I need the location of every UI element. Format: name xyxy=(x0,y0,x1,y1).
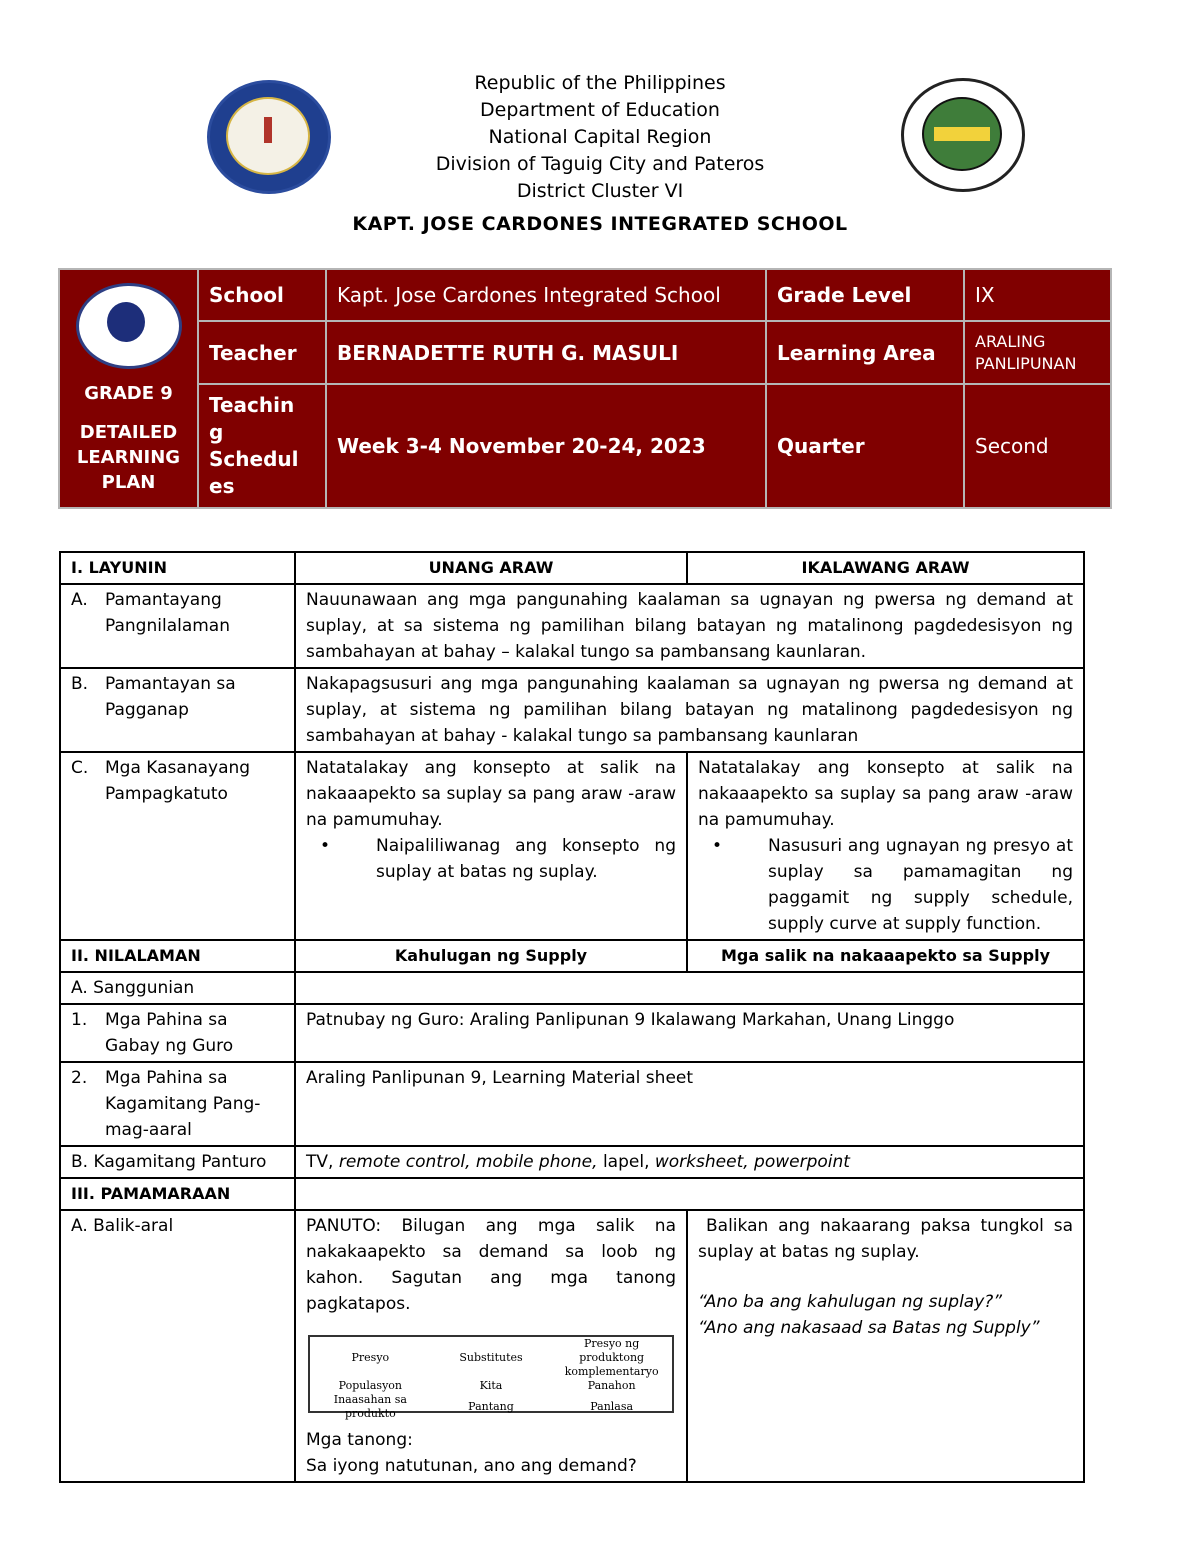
school-name-title: KAPT. JOSE CARDONES INTEGRATED SCHOOL xyxy=(352,213,848,235)
nilalaman-day2: Mga salik na nakaaapekto sa Supply xyxy=(687,940,1084,972)
question-1: “Ano ba ang kahulugan ng suplay?” xyxy=(698,1292,1003,1312)
ref1-text: Patnubay ng Guro: Araling Panlipunan 9 Ikalawang Markahan, Unang Linggo xyxy=(295,1004,1084,1062)
objective-b-cell xyxy=(60,668,295,752)
balik-aral-day2 xyxy=(687,1210,1084,1482)
objective-a-letter: A. xyxy=(71,590,88,610)
header-line-district: District Cluster VI xyxy=(516,180,684,202)
ref1-number: 1. xyxy=(71,1010,88,1030)
ref1-cell xyxy=(60,1004,295,1062)
objective-c-day2 xyxy=(687,752,1084,940)
table-row xyxy=(60,552,1084,584)
kagamitan-tv: TV, xyxy=(306,1152,339,1172)
table-row xyxy=(60,1178,1084,1210)
objective-c-title: Mga Kasanayang Pampagkatuto xyxy=(105,758,251,804)
kagamitan-remote: remote control, mobile phone, xyxy=(338,1152,603,1172)
balik-aral-label: A. Balik-aral xyxy=(60,1210,295,1482)
kagamitan-label: B. Kagamitang Panturo xyxy=(60,1146,295,1178)
balik-aral-day2-text: Balikan ang nakaarang paksa tungkol sa suplay at batas ng suplay. xyxy=(698,1216,1073,1262)
word-item: Panahon xyxy=(587,1379,636,1392)
word-item: Panlasa xyxy=(590,1400,634,1413)
word-item: Presyo ng produktong komplementaryo xyxy=(564,1337,659,1378)
table-row xyxy=(60,1210,1084,1482)
objective-c-letter: C. xyxy=(71,758,89,778)
objective-a-text: Nauunawaan ang mga pangunahing kaalaman sa ugnayan ng pwersa ng demand at suplay, at sa sistema ng pamilihan bilang batayan ng matalinong pagdedesisyon ng sambahayan at bahay – kalakal tungo sa pambansang kaunlaran. xyxy=(295,584,1084,668)
school-label: School xyxy=(198,269,326,321)
teacher-value: BERNADETTE RUTH G. MASULI xyxy=(326,321,766,384)
word-item: Presyo xyxy=(351,1351,390,1364)
learning-plan-table xyxy=(59,551,1085,1483)
grade-level-value: IX xyxy=(964,269,1111,321)
header-line-division: Division of Taguig City and Pateros xyxy=(435,153,765,175)
header-line-republic: Republic of the Philippines xyxy=(474,72,726,94)
ref2-text: Araling Panlipunan 9, Learning Material sheet xyxy=(295,1062,1084,1146)
balik-aral-instructions: PANUTO: Bilugan ang mga salik na nakakaapekto sa demand sa loob ng kahon. Sagutan ang mga tanong pagkatapos. xyxy=(306,1216,676,1314)
table-row xyxy=(60,668,1084,752)
question-2: “Ano ang nakasaad sa Batas ng Supply” xyxy=(698,1318,1040,1338)
plan-type-label: DETAILED LEARNING PLAN xyxy=(76,421,181,493)
objective-a-cell xyxy=(60,584,295,668)
grade-level-label: Grade Level xyxy=(766,269,964,321)
objective-c-day2-text: Natatalakay ang konsepto at salik na nakaaapekto sa suplay sa pang araw -araw na pamumuhay. xyxy=(698,758,1073,830)
ref2-number: 2. xyxy=(71,1068,88,1088)
table-row xyxy=(60,1146,1084,1178)
objective-c-day1-bullet: Naipaliliwanag ang konsepto ng suplay at batas ng suplay. xyxy=(376,836,676,882)
table-row xyxy=(60,584,1084,668)
deped-seal-logo xyxy=(76,283,182,369)
table-row xyxy=(60,1004,1084,1062)
quarter-value: Second xyxy=(964,384,1111,508)
table-row xyxy=(60,1062,1084,1146)
question-text: Sa iyong natutunan, ano ang demand? xyxy=(306,1456,637,1476)
sanggunian-value xyxy=(295,972,1084,1004)
word-item: Substitutes xyxy=(459,1351,523,1364)
objective-c-day2-bullet: Nasusuri ang ugnayan ng presyo at suplay sa pamamagitan ng paggamit ng supply schedule, supply curve at supply function. xyxy=(768,836,1073,934)
table-row xyxy=(60,940,1084,972)
grade-cell xyxy=(59,269,198,508)
word-item: Populasyon xyxy=(338,1379,402,1392)
pamamaraan-value xyxy=(295,1178,1084,1210)
schedule-label: Teachin g Schedul es xyxy=(198,384,326,508)
word-item: Kita xyxy=(479,1379,503,1392)
quarter-label: Quarter xyxy=(766,384,964,508)
factors-word-box xyxy=(308,1335,674,1420)
pamamaraan-header: III. PAMAMARAAN xyxy=(60,1178,295,1210)
word-item: Inaasahan sa produkto xyxy=(333,1393,407,1420)
kagamitan-rest: worksheet, powerpoint xyxy=(654,1152,850,1172)
learning-area-value: ARALING PANLIPUNAN xyxy=(964,321,1111,384)
objective-c-cell xyxy=(60,752,295,940)
objective-a-title: Pamantayang Pangnilalaman xyxy=(105,590,231,636)
bullet-icon: • xyxy=(712,836,723,856)
school-value: Kapt. Jose Cardones Integrated School xyxy=(326,269,766,321)
objective-b-letter: B. xyxy=(71,674,89,694)
bullet-icon: • xyxy=(320,836,331,856)
ref2-title: Mga Pahina sa Kagamitang Pang-mag-aaral xyxy=(105,1068,261,1140)
objective-b-title: Pamantayan sa Pagganap xyxy=(105,674,236,720)
objective-c-day1 xyxy=(295,752,687,940)
header-line-deped: Department of Education xyxy=(480,99,720,121)
table-row xyxy=(60,972,1084,1004)
word-item: Pantang xyxy=(468,1400,514,1413)
ref2-cell xyxy=(60,1062,295,1146)
grade-label: GRADE 9 xyxy=(84,382,173,404)
teacher-label: Teacher xyxy=(198,321,326,384)
header-line-region: National Capital Region xyxy=(488,126,712,148)
day2-header: IKALAWANG ARAW xyxy=(687,552,1084,584)
info-table xyxy=(58,268,1112,509)
sanggunian-label: A. Sanggunian xyxy=(60,972,295,1004)
division-seal-logo xyxy=(901,78,1025,192)
questions-label: Mga tanong: xyxy=(306,1430,413,1450)
day1-header: UNANG ARAW xyxy=(295,552,687,584)
kagamitan-value xyxy=(295,1146,1084,1178)
ref1-title: Mga Pahina sa Gabay ng Guro xyxy=(105,1010,234,1056)
nilalaman-day1: Kahulugan ng Supply xyxy=(295,940,687,972)
schedule-value: Week 3-4 November 20-24, 2023 xyxy=(326,384,766,508)
objective-c-day1-text: Natatalakay ang konsepto at salik na nakaaapekto sa suplay sa pang araw -araw na pamumuhay. xyxy=(306,758,676,830)
kagamitan-lapel: lapel, xyxy=(602,1152,655,1172)
balik-aral-day1 xyxy=(295,1210,687,1482)
objective-b-text: Nakapagsusuri ang mga pangunahing kaalaman sa ugnayan ng pwersa ng demand at suplay, at sistema ng pamilihan bilang batayan ng matalinong pagdedesisyon ng sambahayan at bahay - kalakal tungo sa pambansang kaunlaran xyxy=(295,668,1084,752)
nilalaman-header: II. NILALAMAN xyxy=(60,940,295,972)
table-row xyxy=(60,752,1084,940)
layunin-header: I. LAYUNIN xyxy=(60,552,295,584)
learning-area-label: Learning Area xyxy=(766,321,964,384)
